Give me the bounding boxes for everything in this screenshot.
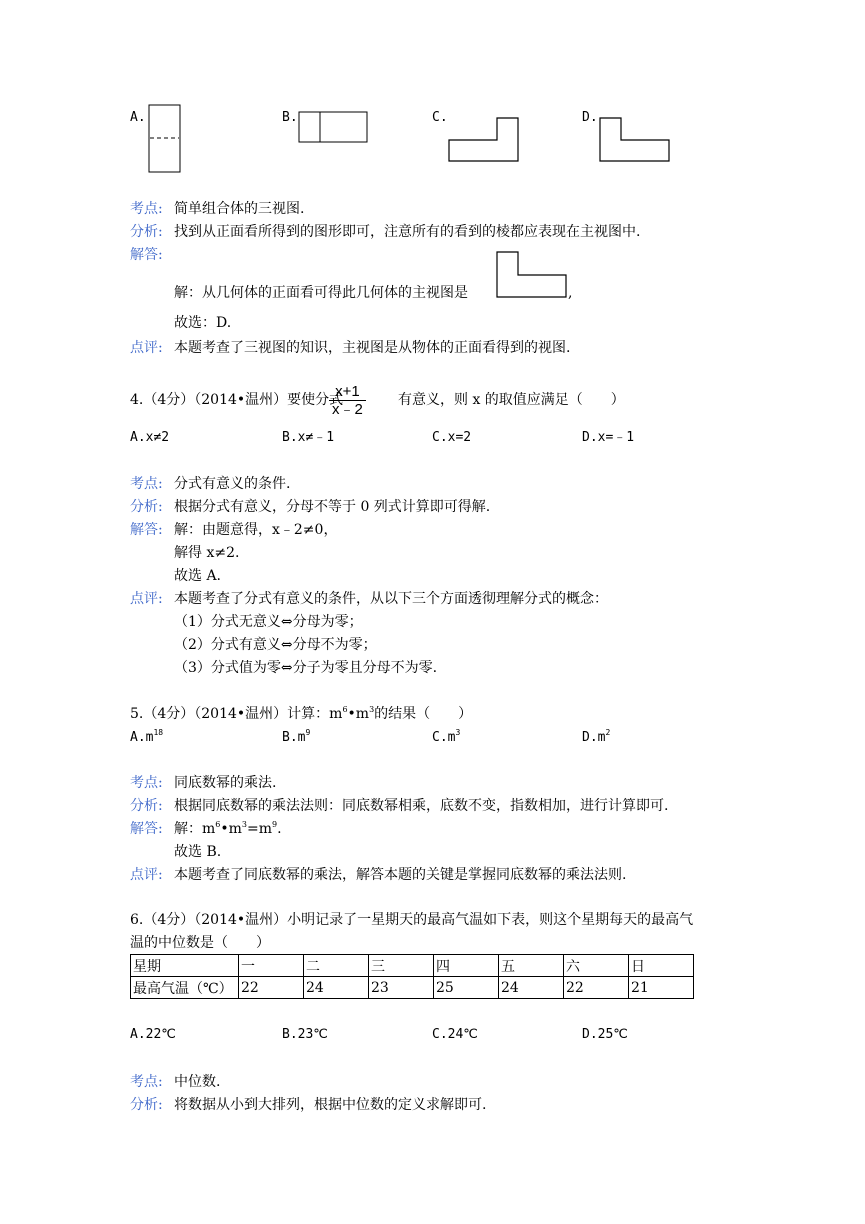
q6-stem-line: 6.（4分）（2014•温州）小明记录了一星期天的最高气温如下表，则这个星期每天的最高气: [130, 912, 694, 928]
table-cell: 四: [434, 955, 499, 977]
table-cell: 一: [239, 955, 304, 977]
q5-option-c: $C.m^3$: [432, 728, 461, 745]
q5-stem-mid: •m: [347, 706, 370, 722]
q4-option-c: C.x=2: [432, 430, 472, 445]
table-cell: 25: [434, 977, 499, 999]
jieda-line: 故选 A.: [174, 568, 222, 584]
solution-text: 解：从几何体的正面看可得此几何体的主视图是: [174, 285, 468, 301]
option-a-label: A.: [130, 110, 146, 125]
table-cell: 三: [369, 955, 434, 977]
table-cell: 23: [369, 977, 434, 999]
fenxi-label: 分析:: [130, 499, 163, 515]
jieda-line: 解得 x≠2.: [174, 545, 240, 561]
q5-option-a: $A.m^{18}$: [130, 728, 164, 745]
q6-stem-line: 温的中位数是（ ）: [130, 935, 270, 951]
table-cell: 22: [239, 977, 304, 999]
answer-text: 故选：D.: [174, 315, 232, 331]
dianping-text: 本题考查了分式有意义的条件，从以下三个方面透彻理解分式的概念：: [174, 591, 608, 607]
dianping-point: （2）分式有意义⇔分母不为零；: [174, 637, 377, 653]
q5-exponent: 6: [342, 705, 348, 714]
q4-option-a: A.x≠2: [130, 430, 170, 445]
table-cell: 二: [304, 955, 369, 977]
q5-stem-prefix: 5.（4分）（2014•温州）计算：m: [130, 706, 343, 722]
table-cell: 21: [629, 977, 694, 999]
table-cell: 星期: [131, 955, 239, 977]
kaodian-label: 考点:: [130, 1074, 163, 1090]
kaodian-text: 分式有意义的条件.: [174, 476, 291, 492]
fenxi-label: 分析:: [130, 798, 163, 814]
kaodian-text: 简单组合体的三视图.: [174, 201, 305, 217]
kaodian-label: 考点:: [130, 775, 163, 791]
kaodian-text: 中位数.: [174, 1074, 221, 1090]
kaodian-label: 考点:: [130, 476, 163, 492]
q6-option-a: A.22℃: [130, 1027, 176, 1042]
dianping-point: （1）分式无意义⇔分母为零；: [174, 614, 363, 630]
q5-option-d: $D.m^2$: [582, 728, 611, 745]
table-cell: 24: [304, 977, 369, 999]
q4-option-d: D.x=﹣1: [582, 430, 635, 445]
fenxi-label: 分析:: [130, 1097, 163, 1113]
jieda-line: 解：由题意得，x﹣2≠0，: [174, 522, 338, 538]
fraction-numerator: x+1: [329, 383, 366, 401]
q5-exponent: 3: [369, 705, 375, 714]
jieda-label: 解答:: [130, 821, 163, 837]
table-cell: 日: [629, 955, 694, 977]
option-b-figure: [298, 111, 370, 145]
fenxi-text: 根据分式有意义，分母不等于 0 列式计算即可得解.: [174, 499, 491, 515]
q4-fraction: [329, 383, 366, 418]
q4-stem-after: 有意义，则 x 的取值应满足（ ）: [398, 392, 625, 408]
table-row: [131, 977, 694, 999]
jieda-line: 故选 B.: [174, 844, 222, 860]
dianping-label: 点评:: [130, 591, 163, 607]
fenxi-text: 找到从正面看所得到的图形即可，注意所有的看到的棱都应表现在主视图中.: [174, 224, 641, 240]
q6-option-c: C.24℃: [432, 1027, 478, 1042]
dianping-text: 本题考查了同底数幂的乘法，解答本题的关键是掌握同底数幂的乘法法则.: [174, 867, 627, 883]
option-b-label: B.: [282, 110, 298, 125]
q4-option-b: B.x≠﹣1: [282, 430, 335, 445]
table-row: [131, 955, 694, 977]
table-cell: 最高气温（℃）: [131, 977, 239, 999]
table-cell: 六: [564, 955, 629, 977]
jieda-label: 解答:: [130, 522, 163, 538]
q5-option-b: $B.m^9$: [282, 728, 311, 745]
q6-option-b: B.23℃: [282, 1027, 328, 1042]
option-d-label: D.: [582, 110, 598, 125]
q5-stem: [130, 706, 472, 722]
jieda-label: 解答:: [130, 247, 163, 263]
fenxi-text: 将数据从小到大排列，根据中位数的定义求解即可.: [174, 1097, 487, 1113]
q5-stem-suffix: 的结果（ ）: [374, 706, 473, 722]
option-d-figure: [598, 116, 672, 164]
fraction-denominator: x﹣2: [332, 401, 363, 418]
option-c-label: C.: [432, 110, 448, 125]
dianping-point: （3）分式值为零⇔分子为零且分母不为零.: [174, 660, 438, 676]
table-cell: 22: [564, 977, 629, 999]
q6-option-d: D.25℃: [582, 1027, 628, 1042]
jieda-line: 解：$m^6•m^3=m^9$.: [174, 820, 282, 837]
dianping-label: 点评:: [130, 340, 163, 356]
kaodian-text: 同底数幂的乘法.: [174, 775, 277, 791]
table-cell: 五: [499, 955, 564, 977]
dianping-text: 本题考查了三视图的知识，主视图是从物体的正面看得到的视图.: [174, 340, 571, 356]
dianping-label: 点评:: [130, 867, 163, 883]
table-cell: 24: [499, 977, 564, 999]
option-c-figure: [447, 116, 521, 164]
kaodian-label: 考点:: [130, 201, 163, 217]
solution-figure: [495, 250, 569, 300]
q4-stem-before: 4.（4分）（2014•温州）要使分式: [130, 392, 344, 408]
temperature-table: [130, 954, 694, 999]
fenxi-label: 分析:: [130, 224, 163, 240]
fenxi-text: 根据同底数幂的乘法法则：同底数幂相乘，底数不变，指数相加，进行计算即可.: [174, 798, 669, 814]
solution-comma: ,: [568, 285, 573, 301]
option-a-figure: [148, 104, 182, 174]
